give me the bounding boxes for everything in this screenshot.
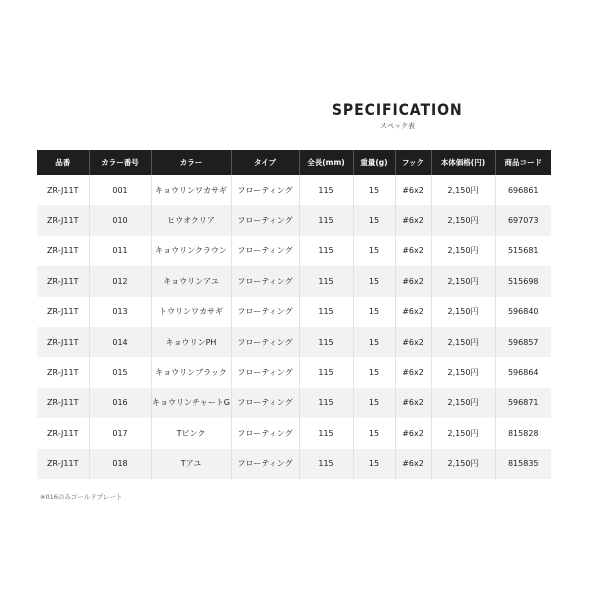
type-cell: フローティング: [231, 205, 299, 235]
product-code-cell: 815835: [495, 449, 551, 479]
part-number-cell: ZR-J11T: [37, 449, 89, 479]
type-cell: フローティング: [231, 175, 299, 205]
price-cell: 2,150円: [431, 297, 495, 327]
table-row: [37, 297, 551, 327]
table-row: [37, 449, 551, 479]
color-number-cell: 001: [89, 175, 151, 205]
color-name-cell: キョウリンPH: [151, 327, 231, 357]
color-name-cell: キョウリンブラック: [151, 357, 231, 387]
price-cell: 2,150円: [431, 205, 495, 235]
table-header-row: [37, 150, 551, 175]
price-cell: 2,150円: [431, 418, 495, 448]
weight-cell: 15: [353, 175, 395, 205]
product-code-cell: 596840: [495, 297, 551, 327]
type-cell: フローティング: [231, 357, 299, 387]
hook-cell: #6x2: [395, 418, 431, 448]
table-row: [37, 175, 551, 205]
hook-cell: #6x2: [395, 236, 431, 266]
weight-cell: 15: [353, 205, 395, 235]
weight-cell: 15: [353, 388, 395, 418]
table-row: [37, 327, 551, 357]
length-cell: 115: [299, 205, 353, 235]
type-cell: フローティング: [231, 418, 299, 448]
color-name-cell: Tピンク: [151, 418, 231, 448]
part-number-cell: ZR-J11T: [37, 266, 89, 296]
weight-cell: 15: [353, 357, 395, 387]
spec-table: [37, 150, 551, 479]
weight-cell: 15: [353, 327, 395, 357]
column-header-weight: 重量(g): [353, 150, 395, 175]
hook-cell: #6x2: [395, 297, 431, 327]
page-title: SPECIFICATION: [332, 100, 463, 119]
part-number-cell: ZR-J11T: [37, 357, 89, 387]
column-header-length: 全長(mm): [299, 150, 353, 175]
product-code-cell: 515698: [495, 266, 551, 296]
color-name-cell: キョウリンチャートG: [151, 388, 231, 418]
product-code-cell: 697073: [495, 205, 551, 235]
table-row: [37, 418, 551, 448]
color-name-cell: キョウリンアユ: [151, 266, 231, 296]
part-number-cell: ZR-J11T: [37, 297, 89, 327]
length-cell: 115: [299, 388, 353, 418]
type-cell: フローティング: [231, 449, 299, 479]
table-body: [37, 175, 551, 479]
part-number-cell: ZR-J11T: [37, 236, 89, 266]
length-cell: 115: [299, 175, 353, 205]
type-cell: フローティング: [231, 327, 299, 357]
part-number-cell: ZR-J11T: [37, 418, 89, 448]
column-header-type: タイプ: [231, 150, 299, 175]
hook-cell: #6x2: [395, 449, 431, 479]
type-cell: フローティング: [231, 297, 299, 327]
color-name-cell: キョウリンクラウン: [151, 236, 231, 266]
length-cell: 115: [299, 418, 353, 448]
price-cell: 2,150円: [431, 175, 495, 205]
color-number-cell: 012: [89, 266, 151, 296]
product-code-cell: 596864: [495, 357, 551, 387]
color-number-cell: 017: [89, 418, 151, 448]
length-cell: 115: [299, 236, 353, 266]
part-number-cell: ZR-J11T: [37, 175, 89, 205]
price-cell: 2,150円: [431, 357, 495, 387]
title-block: [0, 100, 600, 131]
table-row: [37, 205, 551, 235]
weight-cell: 15: [353, 449, 395, 479]
table-row: [37, 266, 551, 296]
length-cell: 115: [299, 266, 353, 296]
product-code-cell: 515681: [495, 236, 551, 266]
column-header-product-code: 商品コード: [495, 150, 551, 175]
price-cell: 2,150円: [431, 236, 495, 266]
price-cell: 2,150円: [431, 266, 495, 296]
type-cell: フローティング: [231, 236, 299, 266]
column-header-part-number: 品番: [37, 150, 89, 175]
weight-cell: 15: [353, 297, 395, 327]
weight-cell: 15: [353, 236, 395, 266]
color-number-cell: 018: [89, 449, 151, 479]
price-cell: 2,150円: [431, 327, 495, 357]
color-number-cell: 014: [89, 327, 151, 357]
hook-cell: #6x2: [395, 357, 431, 387]
column-header-color: カラー: [151, 150, 231, 175]
product-code-cell: 596871: [495, 388, 551, 418]
table-row: [37, 236, 551, 266]
part-number-cell: ZR-J11T: [37, 205, 89, 235]
footnote: ※016のみゴールドプレート: [40, 493, 123, 501]
price-cell: 2,150円: [431, 449, 495, 479]
hook-cell: #6x2: [395, 327, 431, 357]
table-row: [37, 388, 551, 418]
product-code-cell: 815828: [495, 418, 551, 448]
color-name-cell: トウリンワカサギ: [151, 297, 231, 327]
price-cell: 2,150円: [431, 388, 495, 418]
hook-cell: #6x2: [395, 205, 431, 235]
color-number-cell: 013: [89, 297, 151, 327]
table-row: [37, 357, 551, 387]
length-cell: 115: [299, 327, 353, 357]
part-number-cell: ZR-J11T: [37, 327, 89, 357]
product-code-cell: 696861: [495, 175, 551, 205]
color-name-cell: ヒウオクリア: [151, 205, 231, 235]
color-number-cell: 011: [89, 236, 151, 266]
hook-cell: #6x2: [395, 266, 431, 296]
part-number-cell: ZR-J11T: [37, 388, 89, 418]
type-cell: フローティング: [231, 388, 299, 418]
page-subtitle: スペック表: [380, 122, 415, 130]
length-cell: 115: [299, 357, 353, 387]
hook-cell: #6x2: [395, 388, 431, 418]
column-header-color-number: カラー番号: [89, 150, 151, 175]
column-header-hook: フック: [395, 150, 431, 175]
color-number-cell: 015: [89, 357, 151, 387]
hook-cell: #6x2: [395, 175, 431, 205]
column-header-price: 本体価格(円): [431, 150, 495, 175]
weight-cell: 15: [353, 418, 395, 448]
length-cell: 115: [299, 297, 353, 327]
length-cell: 115: [299, 449, 353, 479]
color-name-cell: キョウリンワカサギ: [151, 175, 231, 205]
color-number-cell: 016: [89, 388, 151, 418]
weight-cell: 15: [353, 266, 395, 296]
color-name-cell: Tアユ: [151, 449, 231, 479]
type-cell: フローティング: [231, 266, 299, 296]
product-code-cell: 596857: [495, 327, 551, 357]
color-number-cell: 010: [89, 205, 151, 235]
